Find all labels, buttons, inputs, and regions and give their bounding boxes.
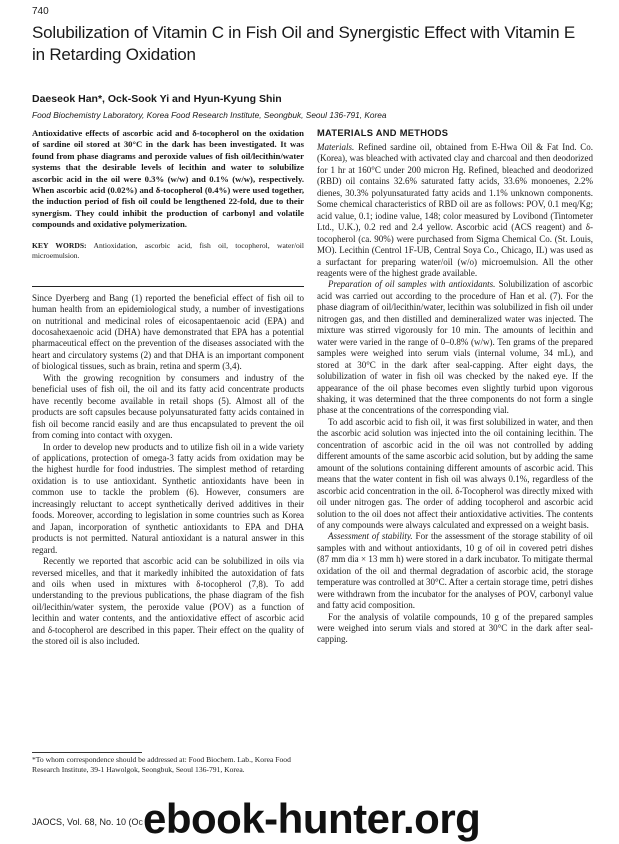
intro-paragraph: With the growing recognition by consumers and industry of the beneficial uses of fish oil, the oil and its fatty acid concentrate products have recently become available in retail shops (5). Almost all of the products are soft capsules because polyunsaturated fatty acids contained in fish oil become rancid easily and are thus encapsulated to prevent the oil from coming into contact with oxygen. [32, 372, 304, 441]
abstract: Antioxidative effects of ascorbic acid and δ-tocopherol on the oxidation of sardine oil stored at 30°C in the dark has been investigated. It was found from phase diagrams and peroxide values of fish oil/lecithin/water systems that the desirable levels of lecithin and water to solubilize ascorbic acid in the oil were 0.3% (w/w) and 0.1% (w/w), respectively. When ascorbic acid (0.02%) and δ-tocopherol (0.4%) were used together, the induction period of fish oil could be lengthened 22-fold, due to their synergism. They could inhibit the production of carbonyl and volatile compounds and oxidative polymerization. [32, 128, 304, 230]
journal-citation: JAOCS, Vol. 68, No. 10 (Oc [32, 817, 144, 827]
affiliation-line: Food Biochemistry Laboratory, Korea Food Research Institute, Seongbuk, Seoul 136-791, Korea [32, 110, 387, 120]
intro-paragraph: In order to develop new products and to utilize fish oil in a wide variety of applications, protection of omega-3 fatty acids from oxidation may be the highest hurdle for food industries. The simplest method of retarding oxidation is to use antioxidant. Synthetic antioxidants have been in common use to tackle the problem (6). However, consumers are increasingly reluctant to accept synthetically derived additives in their foods. Moreover, according to legislation in some countries such as Korea and Japan, incorporation of synthetic antioxidants to EPA and DHA products is not permitted. Natural antioxidant is a natural answer in this regard. [32, 441, 304, 555]
right-column [317, 128, 593, 646]
run-in-heading: Materials. [317, 142, 355, 152]
introduction [32, 293, 304, 648]
methods-paragraph [317, 531, 593, 611]
paragraph-text: Solubilization of ascorbic acid was carried out according to the procedure of Han et al. (7). For the phase diagram of oil/lecithin/water, lecithin was solubilized in fish oil under nitrogen gas, and then distilled and demineralized water was injected. The mixture was stirred vigorously for 10 min. The amounts of lecithin and water were varied in the range of 0–0.8% (w/w). Ten grams of the prepared samples were weighed into serum vials (internal volume, 34 mL), and stored at 30°C in the dark after seal-capping. After eight days, the solubilization of water in fish oil was checked by the naked eye. If the appearance of the oil phase becomes even slightly turbid upon vigorous shaking, it was determined that the three components do not form a single phase at the concentrations of the corresponding vial. [317, 279, 593, 416]
methods-paragraph [317, 417, 593, 532]
keywords [32, 241, 304, 261]
abstract-divider [32, 286, 304, 287]
authors-line: Daeseok Han*, Ock-Sook Yi and Hyun-Kyung Shin [32, 93, 282, 105]
keywords-label: KEY WORDS: [32, 240, 87, 250]
section-heading: MATERIALS AND METHODS [317, 128, 449, 138]
run-in-heading: Preparation of oil samples with antioxidants. [328, 279, 496, 290]
methods [317, 142, 593, 646]
keywords-text: Antioxidation, ascorbic acid, fish oil, tocopherol, water/oil microemulsion. [32, 240, 304, 260]
correspondence-footnote: *To whom correspondence should be addressed at: Food Biochem. Lab., Korea Food Research Institute, 39-1 Hawolgok, Seongbuk, Seoul 136-791, Korea. [32, 755, 291, 774]
page-number: 740 [32, 6, 49, 17]
paragraph-text: To add ascorbic acid to fish oil, it was first solubilized in water, and then the ascorbic acid solution was injected into the oil containing lecithin. The concentration of ascorbic acid in the oil was not controlled by adding different amounts of the same ascorbic acid solution, but by adding the same amount of the solutions containing different amounts of ascorbic acid. This means that the water content in fish oil was always 0.1%, regardless of the ascorbic acid concentration in the oil. δ-Tocopherol was directly mixed with oil under nitrogen gas. The order of adding tocopherol and ascorbic acid solution to the oil does not affect their antioxidative activities. The contents of any compounds were always calculated and expressed on a weight basis. [317, 416, 594, 530]
paragraph-text: For the assessment of the storage stability of oil samples with and without antioxidants, 10 g of oil in covered petri dishes (87 mm dia × 13 mm h) were stored in a dark incubator. To mitigate thermal oxidation of the oil and thermal degradation of ascorbic acid, the storage temperature was controlled at 30°C. After a certain storage time, petri dishes were withdrawn from the incubator for the analyses of POV, carbonyl value and fatty acid composition. [317, 531, 593, 611]
watermark: ebook-hunter.org [143, 795, 481, 842]
intro-paragraph: Recently we reported that ascorbic acid can be solubilized in oils via reversed micelles, and that it markedly inhibited the autoxidation of fats and oils when used in mixtures with δ-tocopherol (7,8). To add understanding to the previous publications, the phase diagram of the fish oil/lecithin/water system, the peroxide value (POV) as a function of lecithin and water contents, and the antioxidative effect of ascorbic acid and δ-tocopherol are described in this paper. Their effect on the quality of the stored oil is also included. [32, 556, 304, 647]
paragraph-text: Refined sardine oil, obtained from E-Hwa Oil & Fat Ind. Co. (Korea), was bleached with activated clay and charcoal and then deodorized for 1 hr at 160°C under 200 micron Hg. Refined, bleached and deodorized (RBD) oil contains 32.6% saturated fatty acids, 33.6% monoenes, 2.2% dienes, 30.3% polyunsaturated fatty acids and 1.1% unknown components. Some chemical characteristics of RBD oil are as follows: POV, 0.1 meq/Kg; acid value, 0.1; iodine value, 148; color measured by Lovibond (Tintometer Ltd., U.K.), 0.2 red and 2.4 yellow. Ascorbic acid (ACS reagent) and δ-tocopherol (ca. 90%) were purchased from Sigma Chemical Co. (St. Louis, MO). Lecithin (Centrol 1F-UB, Central Soya Co., Chicago, IL) was used as a surfactant for preparing water/oil (w/o) microemulsion. All the other reagents were of the highest grade available. [317, 142, 593, 278]
intro-paragraph: Since Dyerberg and Bang (1) reported the beneficial effect of fish oil to human health from an epidemiological study, a number of investigations on nutritional and medicinal roles of eicosapentaenoic acid (EPA) and docosahexaenoic acid (DHA) have demonstrated that EPA has a potential pharmaceutical effect on the prevention of the diseases associated with the heart and circulatory systems (2) and that DHA is an important component of biological tissues, such as brain, retina and sperm (3,4). [32, 292, 304, 372]
methods-paragraph [317, 612, 593, 646]
footnote-divider [32, 752, 142, 753]
methods-paragraph [317, 142, 593, 279]
article-title: Solubilization of Vitamin C in Fish Oil and Synergistic Effect with Vitamin E in Retarding Oxidation [32, 23, 576, 64]
paragraph-text: For the analysis of volatile compounds, 10 g of the prepared samples were weighed into serum vials and stored at 30°C in the dark after seal-capping. [317, 611, 593, 645]
run-in-heading: Assessment of stability. [328, 531, 413, 542]
left-column [32, 128, 304, 648]
methods-paragraph [317, 279, 593, 416]
